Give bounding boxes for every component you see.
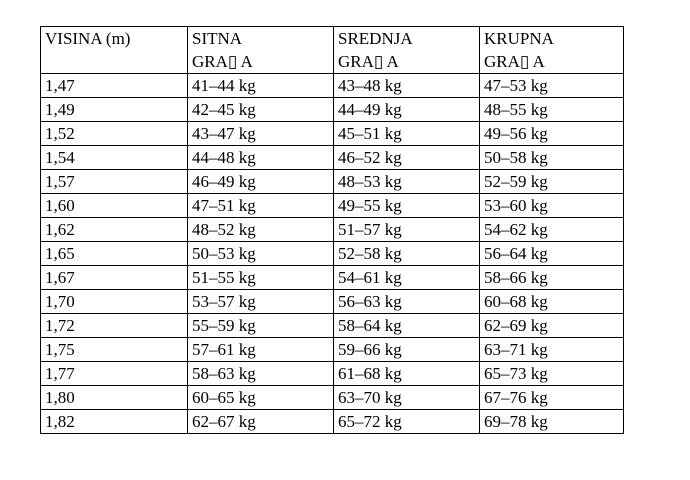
small-frame-cell: 48–52 kg [188, 218, 334, 242]
small-frame-cell: 53–57 kg [188, 290, 334, 314]
header-small-frame-line1: SITNA [192, 29, 243, 48]
large-frame-cell: 53–60 kg [480, 194, 624, 218]
medium-frame-cell: 58–64 kg [334, 314, 480, 338]
table-row [41, 266, 624, 290]
header-large-frame-line2: GRA▯ A [484, 52, 545, 71]
height-cell: 1,75 [41, 338, 188, 362]
large-frame-cell: 69–78 kg [480, 410, 624, 434]
header-large-frame-line1: KRUPNA [484, 29, 554, 48]
large-frame-cell: 47–53 kg [480, 74, 624, 98]
medium-frame-cell: 45–51 kg [334, 122, 480, 146]
medium-frame-cell: 65–72 kg [334, 410, 480, 434]
medium-frame-cell: 49–55 kg [334, 194, 480, 218]
table-row [41, 410, 624, 434]
small-frame-cell: 41–44 kg [188, 74, 334, 98]
table-row [41, 386, 624, 410]
small-frame-cell: 57–61 kg [188, 338, 334, 362]
height-cell: 1,60 [41, 194, 188, 218]
small-frame-cell: 55–59 kg [188, 314, 334, 338]
small-frame-cell: 44–48 kg [188, 146, 334, 170]
medium-frame-cell: 48–53 kg [334, 170, 480, 194]
table-row [41, 194, 624, 218]
table-row [41, 146, 624, 170]
small-frame-cell: 47–51 kg [188, 194, 334, 218]
height-cell: 1,52 [41, 122, 188, 146]
large-frame-cell: 50–58 kg [480, 146, 624, 170]
height-cell: 1,54 [41, 146, 188, 170]
height-cell: 1,49 [41, 98, 188, 122]
medium-frame-cell: 43–48 kg [334, 74, 480, 98]
height-cell: 1,47 [41, 74, 188, 98]
medium-frame-cell: 46–52 kg [334, 146, 480, 170]
height-cell: 1,65 [41, 242, 188, 266]
large-frame-cell: 60–68 kg [480, 290, 624, 314]
header-medium-frame-line1: SREDNJA [338, 29, 413, 48]
table-row [41, 314, 624, 338]
large-frame-cell: 62–69 kg [480, 314, 624, 338]
header-row [41, 27, 624, 74]
small-frame-cell: 42–45 kg [188, 98, 334, 122]
table-row [41, 74, 624, 98]
small-frame-cell: 51–55 kg [188, 266, 334, 290]
height-cell: 1,62 [41, 218, 188, 242]
table-row [41, 290, 624, 314]
weight-table [40, 26, 624, 434]
table-header [41, 27, 624, 74]
header-height-line1: VISINA (m) [45, 29, 131, 48]
height-cell: 1,70 [41, 290, 188, 314]
table-row [41, 170, 624, 194]
table-row [41, 242, 624, 266]
header-height [41, 27, 188, 74]
large-frame-cell: 56–64 kg [480, 242, 624, 266]
medium-frame-cell: 59–66 kg [334, 338, 480, 362]
table-row [41, 362, 624, 386]
medium-frame-cell: 52–58 kg [334, 242, 480, 266]
medium-frame-cell: 51–57 kg [334, 218, 480, 242]
header-medium-frame-line2: GRA▯ A [338, 52, 399, 71]
large-frame-cell: 63–71 kg [480, 338, 624, 362]
medium-frame-cell: 61–68 kg [334, 362, 480, 386]
large-frame-cell: 54–62 kg [480, 218, 624, 242]
header-small-frame-line2: GRA▯ A [192, 52, 253, 71]
small-frame-cell: 43–47 kg [188, 122, 334, 146]
medium-frame-cell: 44–49 kg [334, 98, 480, 122]
small-frame-cell: 60–65 kg [188, 386, 334, 410]
table-row [41, 122, 624, 146]
small-frame-cell: 46–49 kg [188, 170, 334, 194]
small-frame-cell: 62–67 kg [188, 410, 334, 434]
table-row [41, 98, 624, 122]
height-cell: 1,72 [41, 314, 188, 338]
header-medium-frame [334, 27, 480, 74]
large-frame-cell: 48–55 kg [480, 98, 624, 122]
large-frame-cell: 49–56 kg [480, 122, 624, 146]
table-row [41, 218, 624, 242]
height-cell: 1,82 [41, 410, 188, 434]
medium-frame-cell: 54–61 kg [334, 266, 480, 290]
header-small-frame [188, 27, 334, 74]
table-row [41, 338, 624, 362]
medium-frame-cell: 63–70 kg [334, 386, 480, 410]
large-frame-cell: 67–76 kg [480, 386, 624, 410]
large-frame-cell: 58–66 kg [480, 266, 624, 290]
large-frame-cell: 65–73 kg [480, 362, 624, 386]
header-large-frame [480, 27, 624, 74]
height-cell: 1,57 [41, 170, 188, 194]
small-frame-cell: 50–53 kg [188, 242, 334, 266]
table-body [41, 74, 624, 434]
small-frame-cell: 58–63 kg [188, 362, 334, 386]
large-frame-cell: 52–59 kg [480, 170, 624, 194]
medium-frame-cell: 56–63 kg [334, 290, 480, 314]
height-cell: 1,80 [41, 386, 188, 410]
height-cell: 1,67 [41, 266, 188, 290]
height-cell: 1,77 [41, 362, 188, 386]
